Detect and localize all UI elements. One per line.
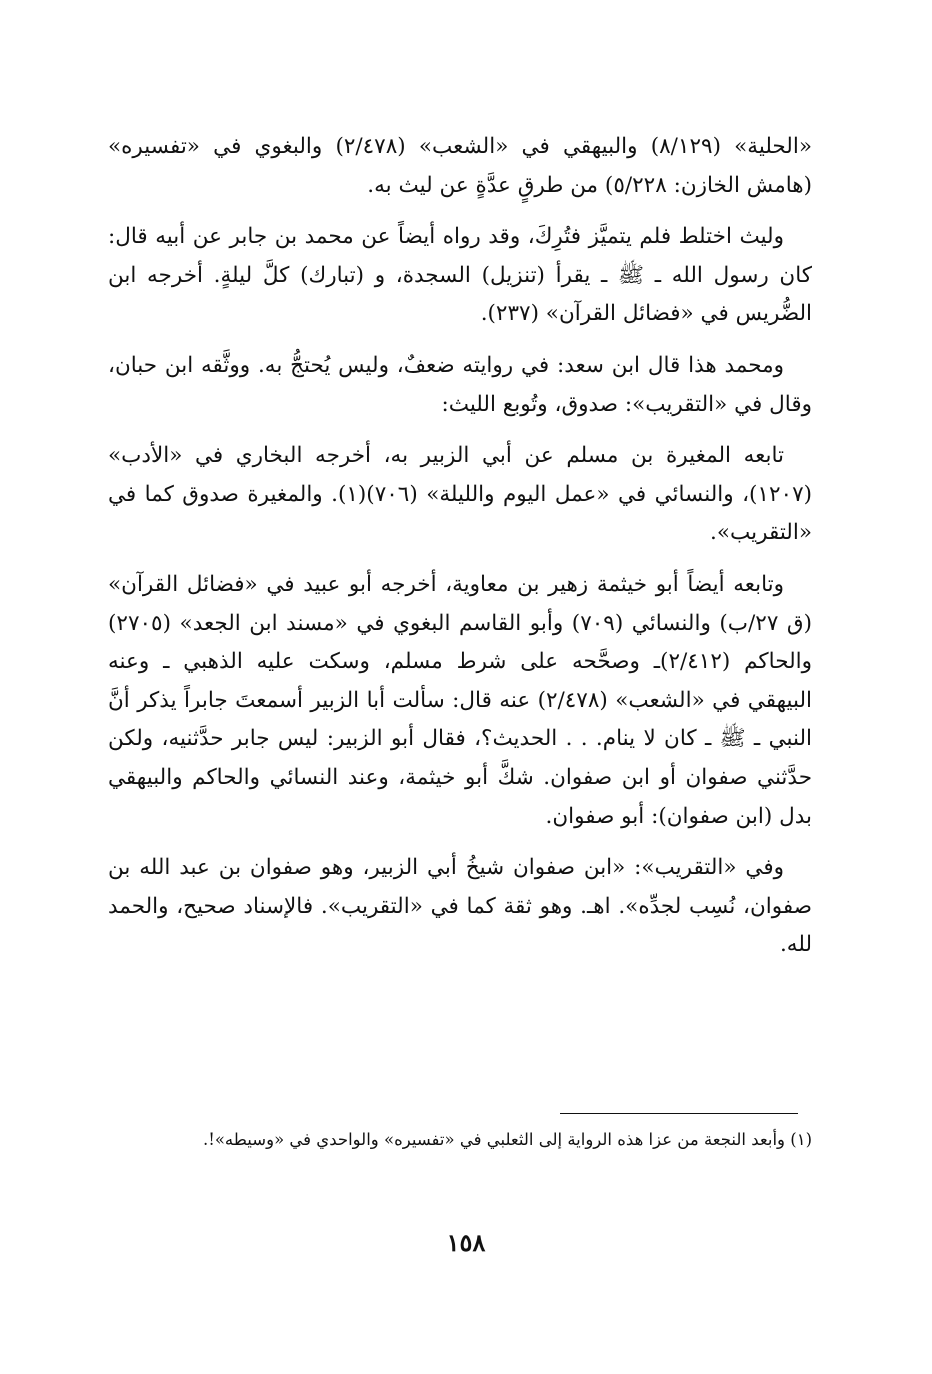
footnote-divider bbox=[560, 1113, 798, 1114]
main-text bbox=[108, 128, 812, 978]
footnote: (١) وأبعد النجعة من عزا هذه الرواية إلى الثعلبي في «تفسيره» والواحدي في «وسيطه»!. bbox=[202, 1130, 812, 1149]
paragraph-5: وتابعه أيضاً أبو خيثمة زهير بن معاوية، أخرجه أبو عبيد في «فضائل القرآن» (ق ٢٧/ب) والنسائي (٧٠٩) وأبو القاسم البغوي في «مسند ابن الجعد» (٢٧٠٥) والحاكم (٢/٤١٢)ـ وصحَّحه على شرط مسلم، وسكت عليه الذهبي ـ وعنه البيهقي في «الشعب» (٢/٤٧٨) عنه قال: سألت أبا الزبير أسمعتَ جابراً يذكر أنَّ النبي ـ ﷺ ـ كان لا ينام. . . الحديث؟، فقال أبو الزبير: ليس جابر حدَّثنيه، ولكن حدَّثني صفوان أو ابن صفوان. شكَّ أبو خيثمة، وعند النسائي والحاكم والبيهقي بدل (ابن صفوان): أبو صفوان. bbox=[108, 571, 812, 829]
paragraph-2: وليث اختلط فلم يتميَّز فتُرِكَ، وقد رواه أيضاً عن محمد بن جابر عن أبيه قال: كان رسول الله ـ ﷺ ـ يقرأ (تنزيل) السجدة، و (تبارك) كلَّ ليلةٍ. أخرجه ابن الضُّريس في «فضائل القرآن» (٢٣٧). bbox=[108, 224, 812, 327]
paragraph-6: وفي «التقريب»: «ابن صفوان شيخُ أبي الزبير، وهو صفوان بن عبد الله بن صفوان، نُسِب لجدِّه». اهـ. وهو ثقة كما في «التقريب». فالإسناد صحيح، والحمد لله. bbox=[108, 855, 812, 958]
paragraph-1: «الحلية» (٨/١٢٩) والبيهقي في «الشعب» (٢/٤٧٨) والبغوي في «تفسيره» (هامش الخازن: ٥/٢٢٨) من طرقٍ عدَّةٍ عن ليث به. bbox=[108, 134, 812, 198]
page-number: ١٥٨ bbox=[446, 1228, 486, 1257]
paragraph-4: تابعه المغيرة بن مسلم عن أبي الزبير به، أخرجه البخاري في «الأدب» (١٢٠٧)، والنسائي في «عمل اليوم والليلة» (٧٠٦)(١). والمغيرة صدوق كما في «التقريب». bbox=[108, 443, 813, 546]
paragraph-3: ومحمد هذا قال ابن سعد: في روايته ضعفٌ، وليس يُحتجُّ به. ووثَّقه ابن حبان، وقال في «التقريب»: صدوق، وتُوبع الليث: bbox=[108, 352, 812, 417]
